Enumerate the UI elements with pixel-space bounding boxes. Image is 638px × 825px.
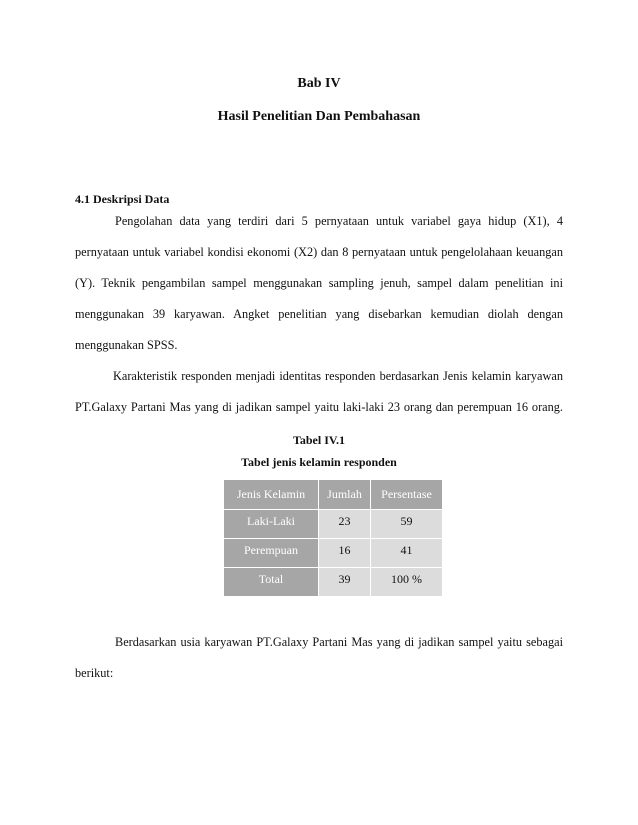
cell-percentage: 41 xyxy=(371,539,443,568)
header-count: Jumlah xyxy=(319,480,371,510)
gender-respondent-table xyxy=(223,479,443,597)
cell-percentage: 100 % xyxy=(371,568,443,597)
section-heading: 4.1 Deskripsi Data xyxy=(75,192,170,206)
paragraph-line: Karakteristik responden menjadi identitas responden berdasarkan Jenis kelamin karyawan xyxy=(113,369,563,383)
paragraph-respondent-characteristics xyxy=(75,361,563,423)
table-caption: Tabel IV.1 xyxy=(292,433,346,447)
paragraph-age-intro xyxy=(75,627,563,689)
row-label: Total xyxy=(224,568,319,597)
table-row xyxy=(224,539,443,568)
row-label: Laki-Laki xyxy=(224,510,319,539)
paragraph-line: pernyataan untuk variabel kondisi ekonomi (X2) dan 8 pernyataan untuk pengelolahaan keuangan xyxy=(75,245,563,259)
header-percentage: Persentase xyxy=(371,480,443,510)
paragraph-line: Berdasarkan usia karyawan PT.Galaxy Partani Mas yang di jadikan sampel yaitu sebagai xyxy=(115,635,563,649)
table-header-row xyxy=(224,480,443,510)
row-label: Perempuan xyxy=(224,539,319,568)
cell-percentage: 59 xyxy=(371,510,443,539)
chapter-title: Bab IV xyxy=(297,76,341,91)
paragraph-line: menggunakan SPSS. xyxy=(75,338,178,352)
paragraph-line: PT.Galaxy Partani Mas yang di jadikan sampel yaitu laki-laki 23 orang dan perempuan 16 orang. xyxy=(75,400,563,414)
paragraph-line: menggunakan 39 karyawan. Angket penelitian yang disebarkan kemudian diolah dengan xyxy=(75,307,563,321)
table-row xyxy=(224,568,443,597)
table-row xyxy=(224,510,443,539)
chapter-subtitle: Hasil Penelitian Dan Pembahasan xyxy=(217,109,421,124)
cell-count: 39 xyxy=(319,568,371,597)
header-gender: Jenis Kelamin xyxy=(224,480,319,510)
paragraph-line: (Y). Teknik pengambilan sampel menggunakan sampling jenuh, sampel dalam penelitian ini xyxy=(75,276,563,290)
paragraph-data-description xyxy=(75,206,563,361)
cell-count: 16 xyxy=(319,539,371,568)
paragraph-line: Pengolahan data yang terdiri dari 5 pernyataan untuk variabel gaya hidup (X1), 4 xyxy=(115,214,563,228)
paragraph-line: berikut: xyxy=(75,666,114,680)
cell-count: 23 xyxy=(319,510,371,539)
table-title: Tabel jenis kelamin responden xyxy=(241,455,397,469)
